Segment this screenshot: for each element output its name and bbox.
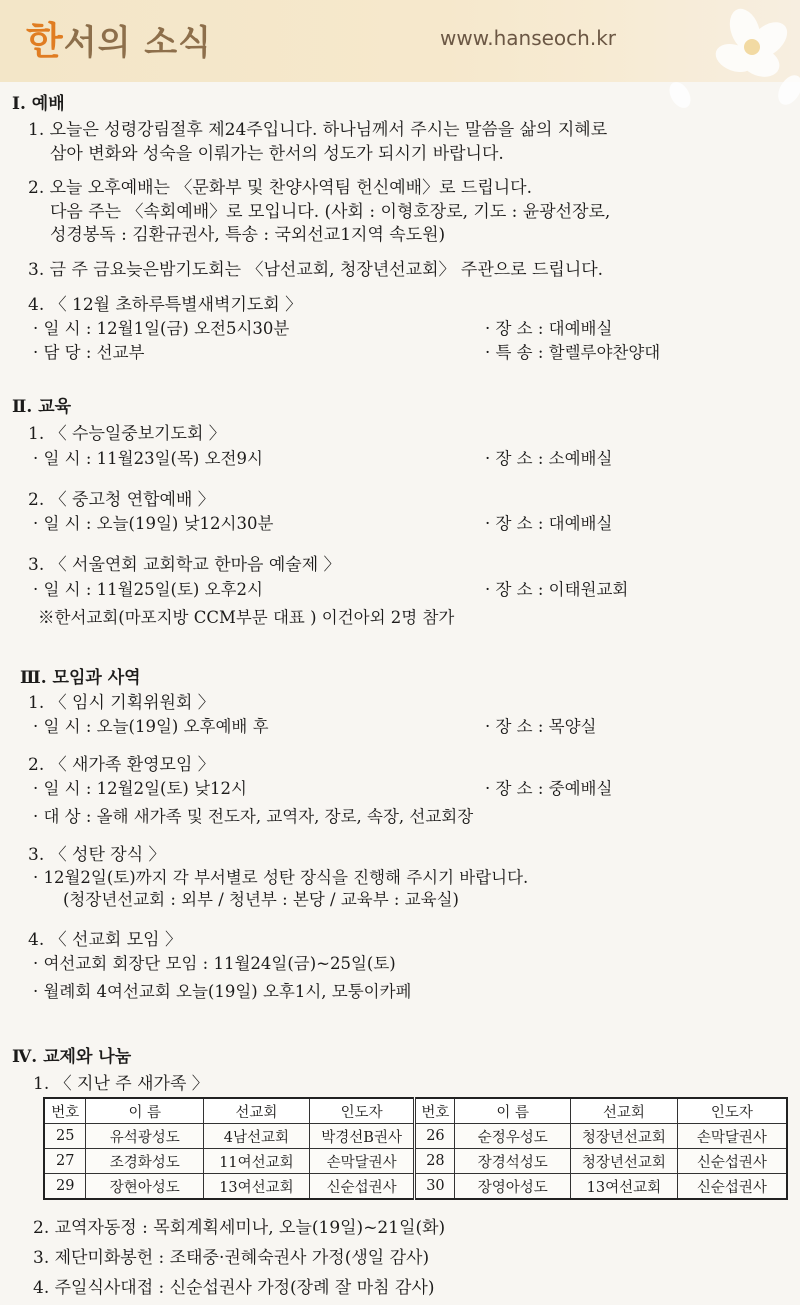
table-cell: 11여선교회 bbox=[204, 1149, 310, 1174]
table-header-row bbox=[44, 1098, 787, 1124]
website-url: www.hanseoch.kr bbox=[440, 26, 616, 50]
newsletter-title bbox=[26, 10, 212, 65]
table-cell: 신순섭권사 bbox=[677, 1149, 787, 1174]
meeting-item-2-where: · 장 소 : 중예배실 bbox=[485, 779, 613, 798]
table-header-cell: 번호 bbox=[44, 1098, 86, 1124]
table-header-cell: 선교회 bbox=[571, 1098, 678, 1124]
table-cell: 유석광성도 bbox=[86, 1124, 204, 1149]
meeting-item-2-when: · 일 시 : 12월2일(토) 낮12시 bbox=[33, 779, 247, 798]
section-4-title: Ⅳ. 교제와 나눔 bbox=[12, 1047, 132, 1067]
table-cell: 장현아성도 bbox=[86, 1174, 204, 1200]
worship-item-4-special-song: · 특 송 : 할렐루야찬양대 bbox=[485, 343, 661, 362]
worship-item-4-title: 4. 〈 12월 초하루특별새벽기도회 〉 bbox=[28, 295, 303, 315]
section-1-title: Ⅰ. 예배 bbox=[12, 94, 65, 114]
table-header-cell: 선교회 bbox=[204, 1098, 310, 1124]
worship-item-1-line-1: 1. 오늘은 성령강림절후 제24주입니다. 하나님께서 주시는 말씀을 삶의 지혜로 bbox=[28, 120, 608, 140]
table-header-cell: 인도자 bbox=[309, 1098, 415, 1124]
table-cell: 4남선교회 bbox=[204, 1124, 310, 1149]
table-cell: 청장년선교회 bbox=[571, 1124, 678, 1149]
table-header-cell: 인도자 bbox=[677, 1098, 787, 1124]
table-header-cell: 이 름 bbox=[455, 1098, 571, 1124]
meeting-item-2-target: · 대 상 : 올해 새가족 및 전도자, 교역자, 장로, 속장, 선교회장 bbox=[33, 807, 474, 826]
meeting-item-4-title: 4. 〈 선교회 모임 〉 bbox=[28, 930, 182, 950]
fellowship-item-1-title: 1. 〈 지난 주 새가족 〉 bbox=[33, 1074, 209, 1094]
table-row bbox=[44, 1124, 787, 1149]
table-row bbox=[44, 1149, 787, 1174]
worship-item-3: 3. 금 주 금요늦은밤기도회는 〈남선교회, 청장년선교회〉 주관으로 드립니다. bbox=[28, 260, 604, 280]
page-header bbox=[0, 0, 800, 82]
worship-item-2-line-2: 다음 주는 〈속회예배〉로 모입니다. (사회 : 이형호장로, 기도 : 윤광선장로, bbox=[50, 202, 611, 222]
education-item-3-note: ※한서교회(마포지방 CCM부문 대표 ) 이건아외 2명 참가 bbox=[38, 608, 455, 627]
worship-item-2-line-3: 성경봉독 : 김환규권사, 특송 : 국외선교1지역 속도원) bbox=[50, 225, 446, 245]
table-header-cell: 번호 bbox=[415, 1098, 455, 1124]
section-3-title: Ⅲ. 모임과 사역 bbox=[20, 668, 141, 688]
worship-item-4-where: · 장 소 : 대예배실 bbox=[485, 319, 613, 338]
table-cell: 25 bbox=[44, 1124, 86, 1149]
table-cell: 신순섭권사 bbox=[309, 1174, 415, 1200]
table-cell: 28 bbox=[415, 1149, 455, 1174]
education-item-2-title: 2. 〈 중고청 연합예배 〉 bbox=[28, 490, 215, 510]
meeting-item-3-title: 3. 〈 성탄 장식 〉 bbox=[28, 845, 166, 865]
education-item-3-where: · 장 소 : 이태원교회 bbox=[485, 580, 629, 599]
education-item-1-when: · 일 시 : 11월23일(목) 오전9시 bbox=[33, 449, 263, 468]
education-item-2-where: · 장 소 : 대예배실 bbox=[485, 514, 613, 533]
table-cell: 26 bbox=[415, 1124, 455, 1149]
table-cell: 청장년선교회 bbox=[571, 1149, 678, 1174]
fellowship-item-3: 3. 제단미화봉헌 : 조태중·권혜숙권사 가정(생일 감사) bbox=[33, 1248, 430, 1268]
meeting-item-4-line-1: · 여선교회 회장단 모임 : 11월24일(금)~25일(토) bbox=[33, 954, 396, 973]
meeting-item-3-line-2: (청장년선교회 : 외부 / 청년부 : 본당 / 교육부 : 교육실) bbox=[63, 890, 459, 909]
worship-item-1-line-2: 삼아 변화와 성숙을 이뤄가는 한서의 성도가 되시기 바랍니다. bbox=[50, 144, 504, 164]
table-cell: 27 bbox=[44, 1149, 86, 1174]
table-cell: 13여선교회 bbox=[571, 1174, 678, 1200]
table-cell: 13여선교회 bbox=[204, 1174, 310, 1200]
table-cell: 박경선B권사 bbox=[309, 1124, 415, 1149]
education-item-1-where: · 장 소 : 소예배실 bbox=[485, 449, 613, 468]
table-cell: 29 bbox=[44, 1174, 86, 1200]
section-2-title: Ⅱ. 교육 bbox=[12, 397, 72, 417]
table-cell: 장경석성도 bbox=[455, 1149, 571, 1174]
meeting-item-2-title: 2. 〈 새가족 환영모임 〉 bbox=[28, 755, 215, 775]
education-item-3-title: 3. 〈 서울연회 교회학교 한마음 예술제 〉 bbox=[28, 555, 341, 575]
worship-item-4-when: · 일 시 : 12월1일(금) 오전5시30분 bbox=[33, 319, 290, 338]
table-row bbox=[44, 1174, 787, 1200]
fellowship-item-2: 2. 교역자동정 : 목회계획세미나, 오늘(19일)~21일(화) bbox=[33, 1218, 446, 1238]
table-cell: 손막달권사 bbox=[309, 1149, 415, 1174]
table-header-cell: 이 름 bbox=[86, 1098, 204, 1124]
title-first-char: 한 bbox=[26, 19, 64, 63]
meeting-item-1-title: 1. 〈 임시 기획위원회 〉 bbox=[28, 693, 215, 713]
education-item-2-when: · 일 시 : 오늘(19일) 낮12시30분 bbox=[33, 514, 274, 533]
table-cell: 장영아성도 bbox=[455, 1174, 571, 1200]
table-cell: 조경화성도 bbox=[86, 1149, 204, 1174]
new-family-table bbox=[43, 1097, 788, 1200]
table-cell: 손막달권사 bbox=[677, 1124, 787, 1149]
table-cell: 순정우성도 bbox=[455, 1124, 571, 1149]
education-item-3-when: · 일 시 : 11월25일(토) 오후2시 bbox=[33, 580, 263, 599]
meeting-item-1-where: · 장 소 : 목양실 bbox=[485, 717, 597, 736]
fellowship-item-4: 4. 주일식사대접 : 신순섭권사 가정(장례 잘 마침 감사) bbox=[33, 1278, 435, 1298]
worship-item-2-line-1: 2. 오늘 오후예배는 〈문화부 및 찬양사역팀 헌신예배〉로 드립니다. bbox=[28, 178, 532, 198]
worship-item-4-leader: · 담 당 : 선교부 bbox=[33, 343, 145, 362]
meeting-item-4-line-2: · 월례회 4여선교회 오늘(19일) 오후1시, 모퉁이카페 bbox=[33, 982, 412, 1001]
table-cell: 30 bbox=[415, 1174, 455, 1200]
title-rest: 서의 소식 bbox=[63, 23, 212, 63]
education-item-1-title: 1. 〈 수능일중보기도회 〉 bbox=[28, 424, 226, 444]
meeting-item-3-line-1: · 12월2일(토)까지 각 부서별로 성탄 장식을 진행해 주시기 바랍니다. bbox=[33, 868, 529, 887]
table-cell: 신순섭권사 bbox=[677, 1174, 787, 1200]
meeting-item-1-when: · 일 시 : 오늘(19일) 오후예배 후 bbox=[33, 717, 269, 736]
flower-decoration-icon bbox=[650, 0, 800, 110]
